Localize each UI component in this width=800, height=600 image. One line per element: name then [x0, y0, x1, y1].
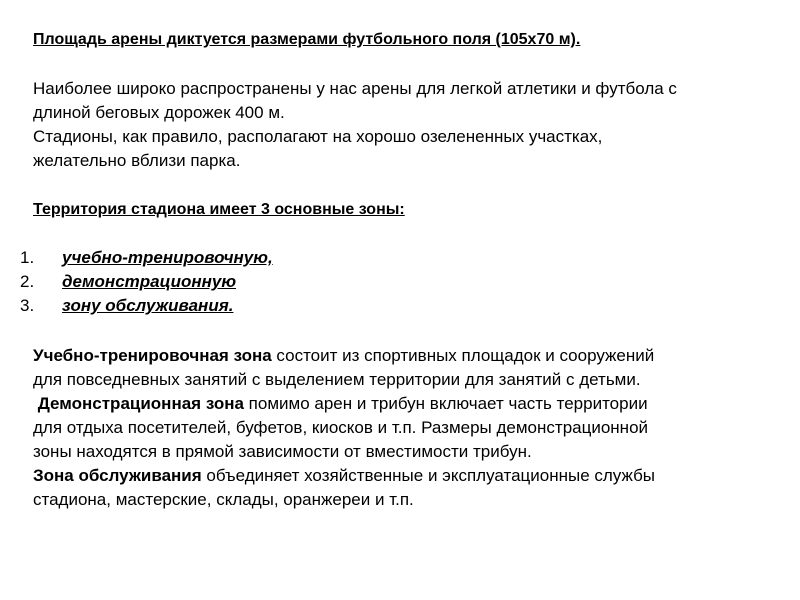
heading-arena-area: Площадь арены диктуется размерами футбольного поля (105х70 м). [33, 31, 581, 48]
paragraph1-line3: Стадионы, как правило, располагают на хорошо озелененных участках, [33, 127, 603, 146]
list-item-number: 1. [20, 248, 35, 267]
paragraph1-line4: желательно вблизи парка. [33, 151, 241, 170]
heading-stadium-zones: Территория стадиона имеет 3 основные зоны: [33, 201, 405, 218]
term-service-zone: Зона обслуживания [33, 466, 202, 485]
paragraph2-line6-rest: объединяет хозяйственные и эксплуатационные службы [201, 466, 656, 485]
list-item-training-zone: учебно-тренировочную, [62, 248, 273, 267]
paragraph2-line5: зоны находятся в прямой зависимости от вместимости трибун. [33, 442, 532, 461]
paragraph2-line1-rest: состоит из спортивных площадок и сооружений [271, 346, 655, 365]
paragraph2-line2: для повседневных занятий с выделением территории для занятий с детьми. [33, 370, 641, 389]
list-item-service-zone: зону обслуживания. [62, 296, 234, 315]
list-item-number: 3. [20, 296, 35, 315]
paragraph2-line1 [33, 344, 654, 368]
paragraph2-line7: стадиона, мастерские, склады, оранжереи и т.п. [33, 490, 414, 509]
paragraph1-line2: длиной беговых дорожек 400 м. [33, 103, 285, 122]
paragraph2-line3-rest: помимо арен и трибун включает часть территории [243, 394, 648, 413]
paragraph2-line4: для отдыха посетителей, буфетов, киосков и т.п. Размеры демонстрационной [33, 418, 649, 437]
paragraph2-line6 [33, 464, 655, 488]
list-item-number: 2. [20, 272, 35, 291]
list-item-demonstration-zone: демонстрационную [62, 272, 237, 291]
term-training-zone: Учебно-тренировочная зона [33, 346, 272, 365]
paragraph2-line3 [33, 392, 648, 416]
term-demonstration-zone: Демонстрационная зона [33, 394, 244, 413]
paragraph1-line1: Наиболее широко распространены у нас арены для легкой атлетики и футбола с [33, 79, 677, 98]
